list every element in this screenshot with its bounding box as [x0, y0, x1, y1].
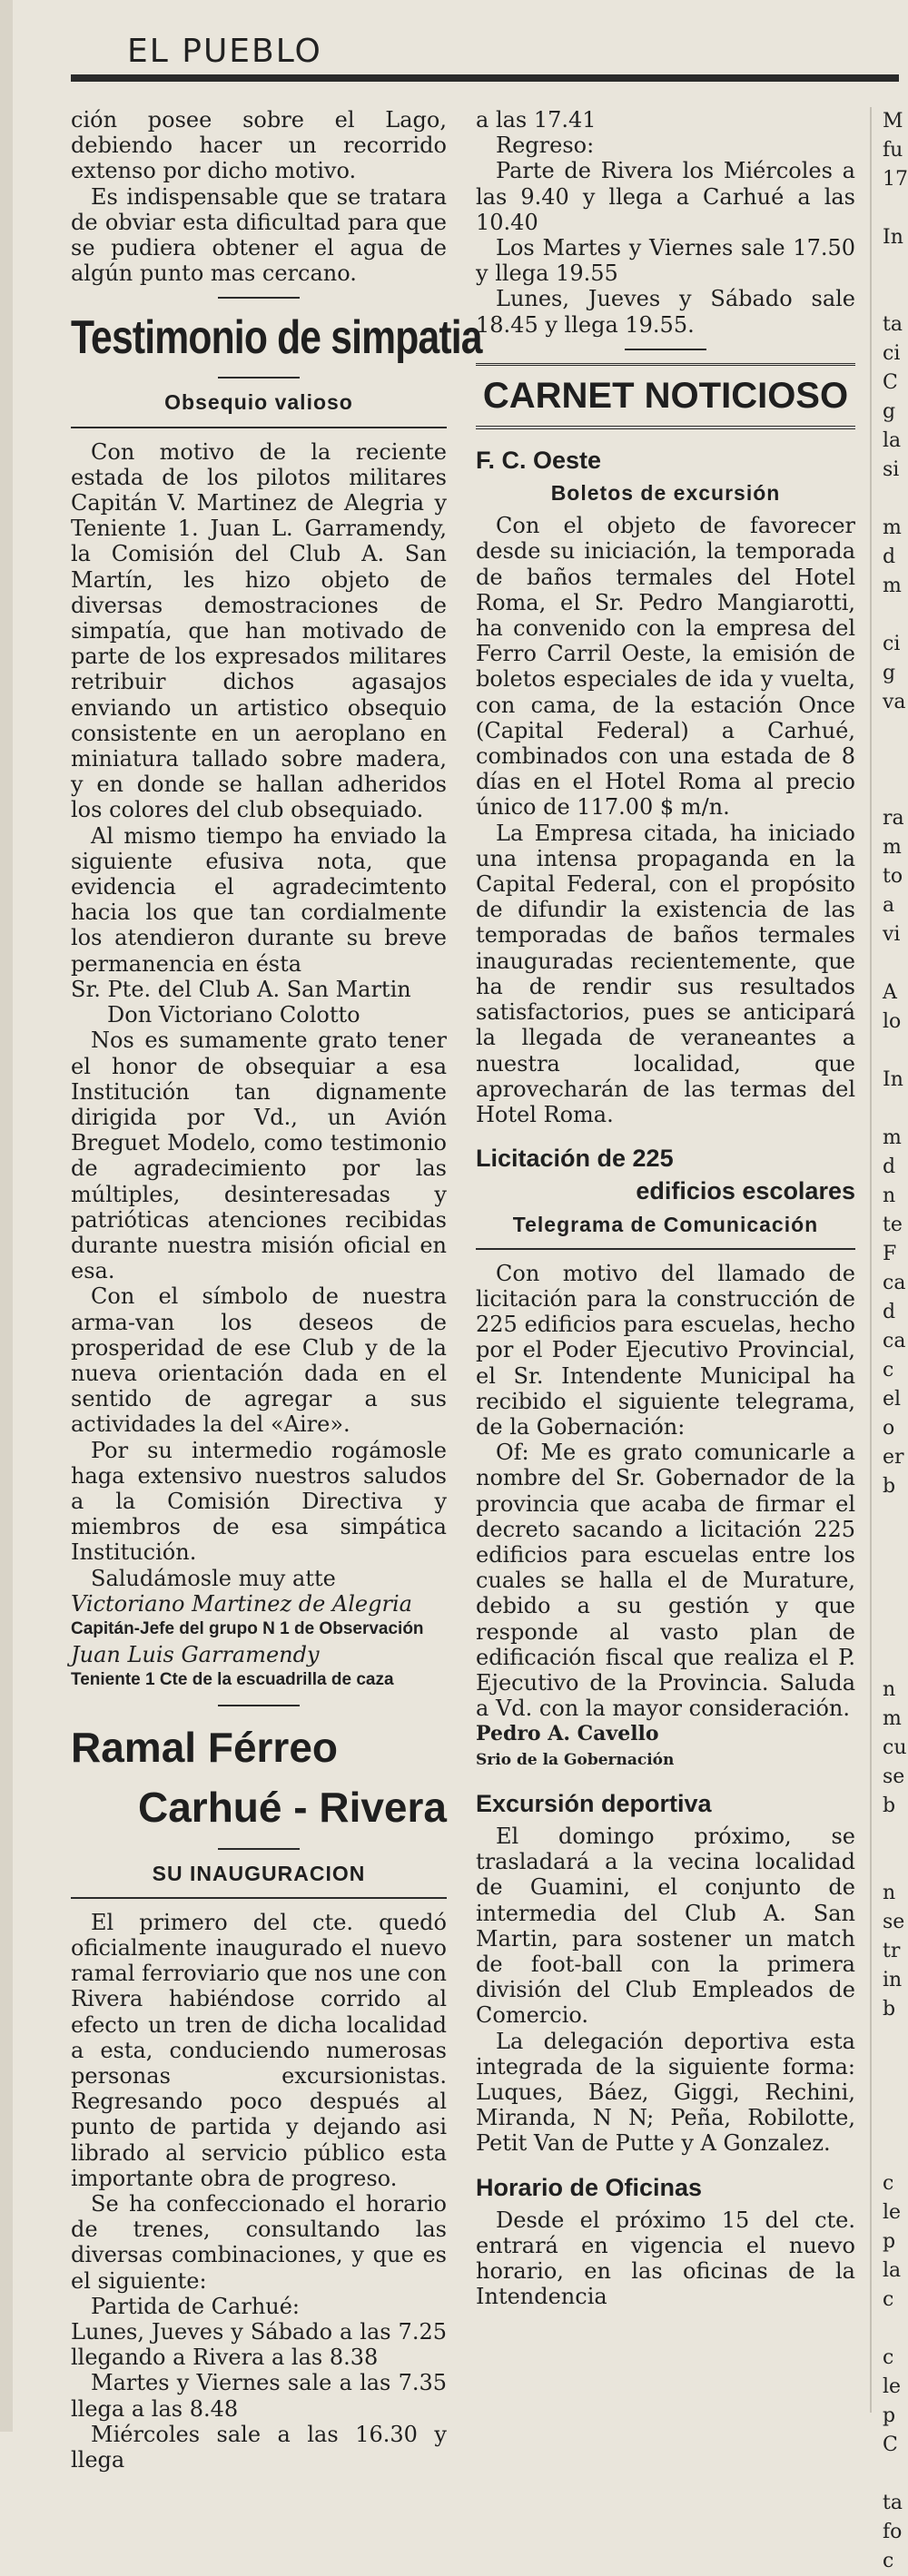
cropped-line-fragment: [883, 2140, 899, 2169]
article-paragraph: Al mismo tiempo ha enviado la siguiente efusiva nota, que evidencia el agradecimtento hacia los que tan cordialmente los atendieron durante su breve permanencia en ésta: [71, 822, 447, 977]
schedule-label: Partida de Carhué:: [91, 2293, 301, 2319]
cropped-line-fragment: [883, 717, 899, 746]
cropped-line-fragment: b: [883, 1475, 896, 1498]
cropped-line-fragment: C: [883, 371, 898, 394]
cropped-line-fragment: In: [883, 226, 903, 249]
cropped-line-fragment: ta: [883, 2492, 903, 2514]
cropped-line-fragment: cu: [883, 1736, 907, 1759]
cropped-line-fragment: si: [883, 458, 900, 481]
cropped-line-fragment: [883, 746, 899, 775]
cropped-line-fragment: [883, 485, 899, 514]
cropped-line-fragment: M: [883, 110, 903, 133]
cropped-line-fragment: p: [883, 2230, 896, 2253]
cropped-line-fragment: se: [883, 1765, 905, 1788]
schedule-line: a las 17.41: [476, 107, 597, 133]
article-paragraph: Con motivo de la reciente estada de los pilotos militares Capitán V. Martinez de Alegria y Teniente 1. Juan L. Garramendy, la Comisión del Club A. San Martín, les hizo objeto de diversas demostraciones de simpatía, que han motivado de parte de los expresados militares retribuir dichos agasajos enviando un artistico obsequio consistente en un aeroplano en miniatura tallado sobre madera, y en donde se hallan adheridos los colores del club obsequiado.: [71, 438, 447, 823]
cropped-line-fragment: C: [883, 2433, 898, 2456]
column-3-cropped: [883, 107, 908, 2576]
cropped-line-fragment: lo: [883, 1010, 902, 1033]
cropped-line-fragment: [883, 2315, 899, 2344]
schedule-line: Los Martes y Viernes sale 17.50 y llega 19.55: [476, 235, 855, 287]
masthead-rule: [71, 74, 899, 82]
article-paragraph: Of: Me es grato comunicarle a nombre del Sr. Gobernador de la provincia que acaba de firmar el decreto sacando a licitación 225 edificios para escuelas entre los cuales se halla el de Murature, debido a su gestión y que responde al vasto plan de edificación fiscal que realiza el P. Ejecutivo de la Provincia. Saluda a Vd. con la mayor consideración.: [476, 1440, 855, 1722]
cropped-line-fragment: 17: [883, 168, 908, 191]
cropped-line-fragment: In: [883, 1068, 903, 1091]
cropped-line-fragment: d: [883, 1155, 896, 1178]
cropped-line-fragment: A: [883, 981, 897, 1004]
cropped-line-fragment: c: [883, 2288, 894, 2311]
cropped-line-fragment: b: [883, 1998, 896, 2020]
cropped-line-fragment: [883, 252, 899, 281]
cropped-line-fragment: er: [883, 1446, 904, 1469]
signature-name: Victoriano Martinez de Alegria: [71, 1590, 412, 1617]
signature-title: Teniente 1 Cte de la escuadrilla de caza: [71, 1670, 394, 1690]
letter-paragraph: Nos es sumamente grato tener el honor de obsequiar a esa Institución tan dignamente dirigida por Vd., un Avión Breguet Modelo, como testimonio de agradecimiento por las múltiples, desinteresadas y patrióticas atenciones recibidas durante nuestra misión oficial en esa.: [71, 1027, 447, 1284]
cropped-line-fragment: [883, 281, 899, 310]
section-divider: [218, 297, 300, 299]
signature-title: Capitán-Jefe del grupo N 1 de Observación: [71, 1618, 424, 1638]
cropped-line-fragment: tr: [883, 1940, 901, 1962]
cropped-line-fragment: o: [883, 1417, 895, 1440]
cropped-line-fragment: [883, 601, 899, 630]
cropped-line-fragment: [883, 1559, 899, 1588]
cropped-line-fragment: m: [883, 1126, 902, 1149]
cropped-line-fragment: a: [883, 894, 895, 917]
cropped-line-fragment: g: [883, 662, 896, 684]
cropped-line-fragment: in: [883, 1969, 903, 1991]
intro-paragraph: Es indispensable que se tratara de obviar esta dificultad para que se pudiera obtener el agua de algún punto mas cercano.: [71, 183, 447, 287]
cropped-line-fragment: te: [883, 1214, 903, 1236]
cropped-line-fragment: n: [883, 1678, 896, 1701]
cropped-line-fragment: ci: [883, 633, 901, 655]
carnet-noticioso-header: CARNET NOTICIOSO: [476, 363, 855, 429]
cropped-line-fragment: d: [883, 1301, 896, 1323]
cropped-line-fragment: va: [883, 691, 906, 713]
article-paragraph: El domingo próximo, se trasladará a la vecina localidad de Guamini, el conjunto de intermedia del Club A. San Martin, para sostener un match de foot-ball con la primera división del Club Empleados de Comercio.: [476, 1823, 855, 2029]
excursion-headline: Excursión deportiva: [476, 1789, 712, 1817]
cropped-line-fragment: m: [883, 836, 902, 859]
cropped-line-fragment: d: [883, 546, 896, 568]
licitacion-headline-line-2: edificios escolares: [636, 1177, 855, 1205]
newspaper-name: EL PUEBLO: [127, 33, 322, 70]
signature-title: Srio de la Gobernación: [476, 1750, 675, 1769]
cropped-line-fragment: c: [883, 2172, 894, 2195]
cropped-line-fragment: [883, 1530, 899, 1559]
cropped-line-fragment: la: [883, 2259, 902, 2282]
section-divider: [218, 1705, 300, 1706]
schedule-line: Lunes, Jueves y Sábado sale 18.45 y llega 19.55.: [476, 286, 855, 338]
cropped-line-fragment: c: [883, 2550, 894, 2572]
horario-headline: Horario de Oficinas: [476, 2173, 703, 2201]
cropped-line-fragment: [883, 1617, 899, 1647]
cropped-line-fragment: b: [883, 1794, 896, 1817]
cropped-line-fragment: n: [883, 1185, 896, 1207]
article-paragraph: La delegación deportiva esta integrada de la siguiente forma: Luques, Báez, Giggi, Rechini, Miranda, N N; Peña, Robilotte, Petit Van de Putte y A Gonzalez.: [476, 2028, 855, 2157]
licitacion-headline: Licitación de 225: [476, 1145, 674, 1173]
cropped-line-fragment: F: [883, 1243, 897, 1265]
column-1: [71, 107, 482, 2473]
cropped-line-fragment: n: [883, 1882, 896, 1904]
section-divider: [71, 427, 447, 428]
cropped-line-fragment: m: [883, 575, 902, 597]
testimonio-subheadline: Obsequio valioso: [164, 390, 353, 415]
cropped-line-fragment: [883, 2053, 899, 2082]
fc-oeste-headline: F. C. Oeste: [476, 446, 602, 474]
ramal-headline-line-2: Carhué - Rivera: [137, 1783, 447, 1831]
cropped-line-fragment: fu: [883, 139, 903, 162]
cropped-line-fragment: [883, 2111, 899, 2140]
letter-paragraph: Con el símbolo de nuestra arma-van los deseos de prosperidad de ese Club y de la nueva orientación dada en el sentido de agregar a sus actividades la del «Aire».: [71, 1283, 447, 1438]
licitacion-subheadline: Telegrama de Comunicación: [512, 1212, 819, 1236]
schedule-line: Martes y Viernes sale a las 7.35 llega a las 8.48: [71, 2370, 447, 2422]
cropped-line-fragment: [883, 1037, 899, 1066]
schedule-line: Lunes, Jueves y Sábado a las 7.25 llegando a Rivera a las 8.38: [71, 2319, 447, 2371]
section-divider: [476, 1248, 855, 1250]
testimonio-headline: Testimonio de simpatia: [71, 311, 482, 365]
article-paragraph: Con motivo del llamado de licitación para la construcción de 225 edificios para escuelas, hecho por el Poder Ejecutivo Provincial, el Sr. Intendente Municipal ha recibido el siguiente telegrama, de la Gobernación:: [476, 1260, 855, 1440]
cropped-line-fragment: [883, 2024, 899, 2053]
signature-name: Juan Luis Garramendy: [71, 1642, 320, 1668]
cropped-line-fragment: [883, 949, 899, 978]
fc-oeste-subheadline: Boletos de excursión: [550, 481, 781, 506]
column-2: [476, 107, 855, 2310]
section-divider: [625, 349, 706, 350]
article-paragraph: Con el objeto de favorecer desde su iniciación, la temporada de baños termales del Hotel Roma, el Sr. Pedro Mangiarotti, ha convenido con la empresa del Ferro Carril Oeste, la emisión de boletos especiales de ida y vuelta, con cama, de la estación Once (Capital Federal) a Carhué, combinados con una estada de 8 días en el Hotel Roma al precio único de 117.00 $ m/n.: [476, 513, 855, 821]
letter-closing: Saludámosle muy atte: [91, 1565, 336, 1591]
cropped-line-fragment: la: [883, 429, 902, 452]
letter-addressee: Don Victoriano Colotto: [107, 1002, 360, 1028]
ramal-headline: Ramal Férreo: [71, 1723, 339, 1771]
cropped-line-fragment: [883, 1821, 899, 1850]
cropped-line-fragment: ra: [883, 807, 904, 830]
section-divider: [71, 1897, 447, 1899]
schedule-line: Miércoles sale a las 16.30 y llega: [71, 2421, 447, 2473]
intro-paragraph: ción posee sobre el Lago, debiendo hacer un recorrido extenso por dicho motivo.: [71, 107, 447, 184]
cropped-line-fragment: ca: [883, 1272, 906, 1294]
cropped-line-fragment: [883, 1850, 899, 1879]
schedule-label: Regreso:: [496, 133, 595, 159]
section-divider: [218, 377, 300, 379]
masthead: [71, 27, 899, 82]
cropped-line-fragment: le: [883, 2375, 902, 2398]
cropped-line-fragment: [883, 1501, 899, 1530]
cropped-line-fragment: [883, 2082, 899, 2111]
cropped-line-fragment: g: [883, 400, 896, 423]
cropped-line-fragment: m: [883, 1707, 902, 1730]
cropped-line-fragment: [883, 1588, 899, 1617]
schedule-line: Parte de Rivera los Miércoles a las 9.40 y llega a Carhué a las 10.40: [476, 158, 855, 235]
cropped-line-fragment: ca: [883, 1330, 906, 1352]
cropped-line-fragment: [883, 775, 899, 804]
cropped-line-fragment: c: [883, 2346, 894, 2369]
cropped-line-fragment: [883, 2460, 899, 2489]
letter-paragraph: Por su intermedio rogámosle haga extensivo nuestros saludos a la Comisión Directiva y miembros de esa simpática Institución.: [71, 1437, 447, 1566]
article-paragraph: Desde el próximo 15 del cte. entrará en vigencia el nuevo horario, en las oficinas de la Intendencia: [476, 2207, 855, 2310]
cropped-line-fragment: fo: [883, 2521, 903, 2543]
cropped-line-fragment: m: [883, 516, 902, 539]
section-divider: [218, 1848, 300, 1850]
cropped-line-fragment: [883, 1095, 899, 1124]
letter-addressee: Sr. Pte. del Club A. San Martin: [71, 976, 411, 1002]
cropped-line-fragment: p: [883, 2404, 896, 2427]
ramal-subheadline: SU INAUGURACION: [152, 1861, 366, 1885]
cropped-line-fragment: vi: [883, 923, 901, 946]
cropped-line-fragment: c: [883, 1359, 894, 1381]
cropped-line-fragment: to: [883, 865, 903, 888]
article-paragraph: Se ha confeccionado el horario de trenes, consultando las diversas combinaciones, y que es el siguiente:: [71, 2191, 447, 2294]
column-rule: [870, 107, 872, 2413]
page-binding-edge: [0, 0, 13, 2432]
cropped-line-fragment: ci: [883, 342, 901, 365]
cropped-line-fragment: se: [883, 1911, 905, 1933]
cropped-line-fragment: el: [883, 1388, 902, 1411]
cropped-line-fragment: [883, 1647, 899, 1676]
cropped-line-fragment: ta: [883, 313, 903, 336]
article-paragraph: La Empresa citada, ha iniciado una intensa propaganda en la Capital Federal, con el propósito de difundir la existencia de las temporadas de baños termales inauguradas recientemente, que ha de rendir sus resultados satisfactorios, pues se anticipará la llegada de veraneantes a nuestra localidad, que aprovecharán de las termas del Hotel Roma.: [476, 820, 855, 1127]
cropped-line-fragment: le: [883, 2201, 902, 2224]
cropped-line-fragment: [883, 194, 899, 223]
article-paragraph: El primero del cte. quedó oficialmente inaugurado el nuevo ramal ferroviario que nos une con Rivera habiéndose corrido al efecto un tren de dicha localidad a esta, conduciendo numerosas personas excursionistas. Regresando poco después al punto de partida y dejando asi librado al servicio público esta importante obra de progreso.: [71, 1909, 447, 2191]
signature-name: Pedro A. Cavello: [476, 1722, 659, 1746]
